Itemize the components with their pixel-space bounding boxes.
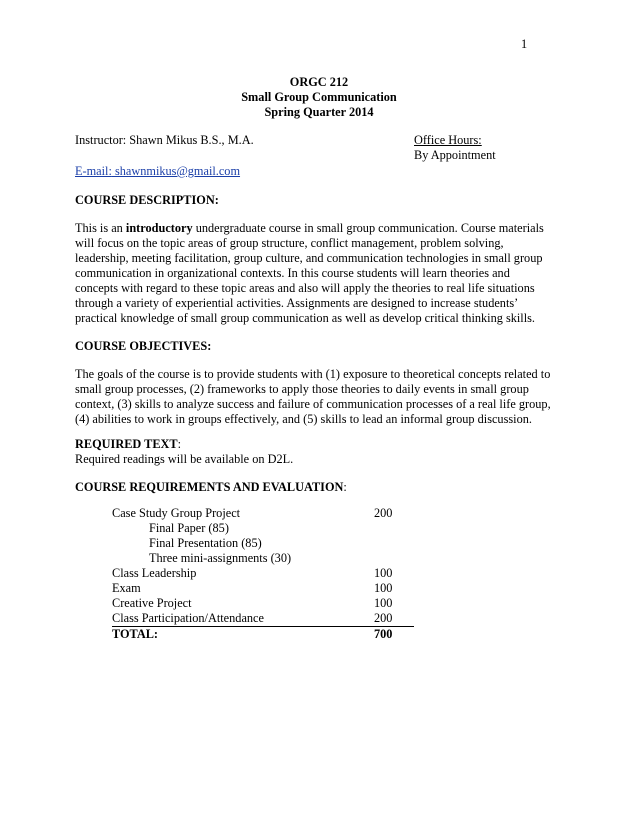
course-code: ORGC 212 bbox=[289, 75, 349, 89]
description-bold-word: introductory bbox=[125, 221, 193, 235]
required-text-colon: : bbox=[177, 437, 182, 451]
email-line bbox=[75, 164, 240, 179]
required-text-value: Required readings will be available on D2L. bbox=[75, 452, 294, 466]
description-prefix: This is an bbox=[75, 221, 126, 235]
description-paragraph bbox=[75, 221, 575, 326]
requirements-heading-colon: : bbox=[343, 480, 347, 494]
grade-row bbox=[112, 551, 414, 566]
grade-item-label: Final Presentation (85) bbox=[149, 536, 262, 550]
description-line: through a variety of experiential activities. Assignments are designed to increase students’ bbox=[75, 296, 519, 310]
grade-item-label: Case Study Group Project bbox=[112, 506, 241, 520]
description-line: leadership, meeting facilitation, group culture, and communication technologies in small group bbox=[75, 251, 543, 265]
required-text-label: REQUIRED TEXT bbox=[75, 437, 178, 451]
grade-item-label: Exam bbox=[112, 581, 141, 595]
objectives-line: small group processes, (2) frameworks to apply those theories to daily events in small group bbox=[75, 382, 529, 396]
office-hours-value: By Appointment bbox=[414, 148, 496, 162]
description-line: concepts with regard to these topic areas and also will apply the theories to real life situations bbox=[75, 281, 535, 295]
description-line: communication in organizational contexts. In this course students will learn theories and bbox=[75, 266, 510, 280]
description-line1-rest: undergraduate course in small group communication. Course materials bbox=[192, 221, 544, 235]
grade-row bbox=[112, 536, 414, 551]
grade-row bbox=[112, 581, 414, 596]
description-line bbox=[75, 221, 575, 236]
description-line: will focus on the topic areas of group structure, conflict management, problem solving, bbox=[75, 236, 504, 250]
description-heading: COURSE DESCRIPTION: bbox=[75, 193, 219, 207]
grade-item-points: 100 bbox=[374, 596, 393, 610]
grade-row bbox=[112, 611, 414, 627]
course-name: Small Group Communication bbox=[241, 90, 397, 104]
grade-row bbox=[112, 521, 414, 536]
course-term: Spring Quarter 2014 bbox=[264, 105, 374, 119]
requirements-heading bbox=[75, 480, 347, 495]
grade-total-points: 700 bbox=[374, 627, 393, 641]
objectives-line: The goals of the course is to provide students with (1) exposure to theoretical concepts related to bbox=[75, 367, 551, 381]
objectives-line: context, (3) skills to analyze success and failure of communication processes of a real life group, bbox=[75, 397, 551, 411]
grade-item-points: 200 bbox=[374, 506, 393, 520]
grade-total-label: TOTAL: bbox=[112, 627, 159, 641]
grade-item-points: 100 bbox=[374, 566, 393, 580]
requirements-heading-label: COURSE REQUIREMENTS AND EVALUATION bbox=[75, 480, 344, 494]
description-line: practical knowledge of small group communication as well as develop critical thinking skills. bbox=[75, 311, 535, 325]
objectives-line: (4) abilities to work in groups effectively, and (5) skills to lead an informal group discussion. bbox=[75, 412, 532, 426]
email-link[interactable]: shawnmikus@gmail.com bbox=[111, 164, 241, 178]
grade-item-points: 200 bbox=[374, 611, 393, 625]
grade-row bbox=[112, 566, 414, 581]
grade-item-label: Creative Project bbox=[112, 596, 192, 610]
grade-total-row bbox=[112, 627, 414, 642]
required-text-heading bbox=[75, 437, 181, 452]
grade-item-label: Final Paper (85) bbox=[149, 521, 229, 535]
instructor-line: Instructor: Shawn Mikus B.S., M.A. bbox=[75, 133, 254, 147]
objectives-heading: COURSE OBJECTIVES: bbox=[75, 339, 212, 353]
page-number: 1 bbox=[521, 37, 528, 51]
email-label: E-mail: bbox=[75, 164, 112, 178]
objectives-paragraph bbox=[75, 367, 575, 427]
grade-item-points: 100 bbox=[374, 581, 393, 595]
grade-item-label: Three mini-assignments (30) bbox=[149, 551, 292, 565]
grade-item-label: Class Participation/Attendance bbox=[112, 611, 264, 625]
grade-item-label: Class Leadership bbox=[112, 566, 197, 580]
grade-row bbox=[112, 596, 414, 611]
grade-row bbox=[112, 506, 414, 521]
office-hours-label: Office Hours: bbox=[414, 133, 482, 147]
grading-table bbox=[112, 506, 414, 642]
